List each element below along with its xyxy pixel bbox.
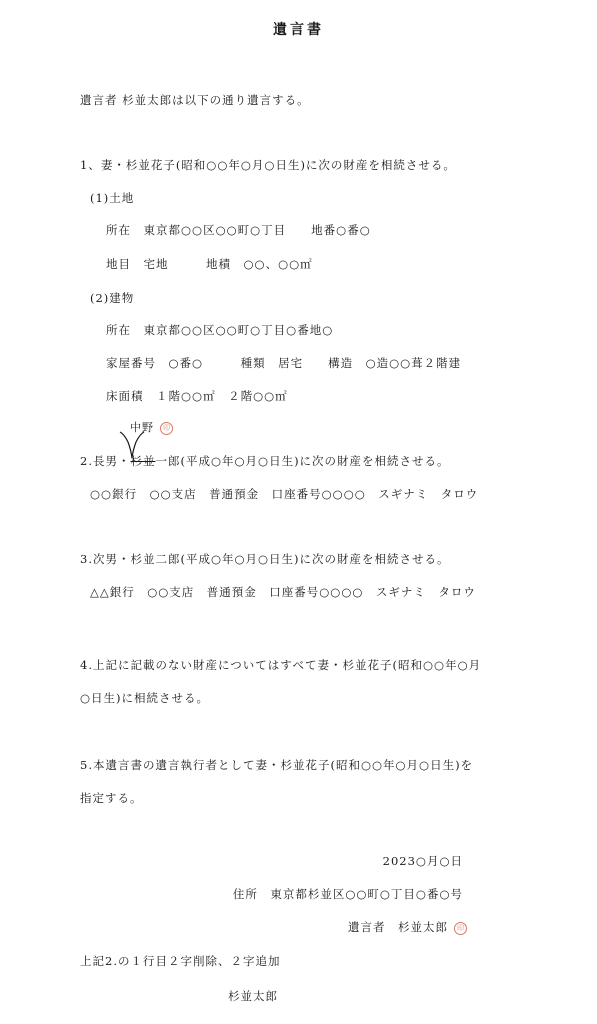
- section2-suffix: 一郎(平成○年○月○日生)に次の財産を相続させる。: [155, 454, 450, 468]
- section4-line2: ○日生)に相続させる。: [80, 691, 210, 705]
- building-area: 床面積 １階○○㎡ ２階○○㎡: [106, 389, 288, 403]
- section2-heading: [80, 453, 450, 469]
- signature-address: 住所 東京都杉並区○○町○丁目○番○号: [232, 887, 463, 901]
- building-location: 所在 東京都○○区○○町○丁目○番地○: [106, 323, 334, 337]
- land-category: 地目 宅地 地積 ○○、○○㎡: [106, 257, 313, 271]
- inserted-text: 中野: [130, 421, 154, 434]
- correction-signature: 杉並太郎: [228, 989, 278, 1003]
- section4-line1: 4.上記に記載のない財産についてはすべて妻・杉並花子(昭和○○年○月: [80, 658, 482, 672]
- signature-name: 遺言者 杉並太郎: [348, 920, 448, 934]
- seal-stamp-icon: 印: [160, 422, 173, 435]
- section5-line2: 指定する。: [80, 791, 143, 805]
- section2-prefix: 2.長男・: [80, 454, 131, 468]
- section1-heading: 1、妻・杉並花子(昭和○○年○月○日生)に次の財産を相続させる。: [80, 158, 456, 172]
- land-label: (1)土地: [90, 191, 135, 205]
- section3-account: △△銀行 ○○支店 普通預金 口座番号○○○○ スギナミ タロウ: [90, 585, 476, 599]
- seal-stamp-icon: 印: [454, 922, 467, 935]
- struck-text: 杉並: [130, 454, 156, 468]
- correction-note: 上記2.の１行目２字削除、２字追加: [80, 954, 281, 968]
- document-title: 遺言書: [273, 22, 324, 38]
- section5-line1: 5.本遺言書の遺言執行者として妻・杉並花子(昭和○○年○月○日生)を: [80, 758, 474, 772]
- signature-date: 2023○月○日: [382, 854, 463, 868]
- intro-text: 遺言者 杉並太郎は以下の通り遺言する。: [80, 93, 310, 107]
- building-label: (2)建物: [90, 291, 135, 305]
- section3-heading: 3.次男・杉並二郎(平成○年○月○日生)に次の財産を相続させる。: [80, 552, 450, 566]
- land-location: 所在 東京都○○区○○町○丁目 地番○番○: [106, 223, 371, 237]
- section2-account: ○○銀行 ○○支店 普通預金 口座番号○○○○ スギナミ タロウ: [90, 487, 479, 501]
- building-details: 家屋番号 ○番○ 種類 居宅 構造 ○造○○葺２階建: [106, 356, 462, 370]
- signature-name-line: [348, 919, 467, 935]
